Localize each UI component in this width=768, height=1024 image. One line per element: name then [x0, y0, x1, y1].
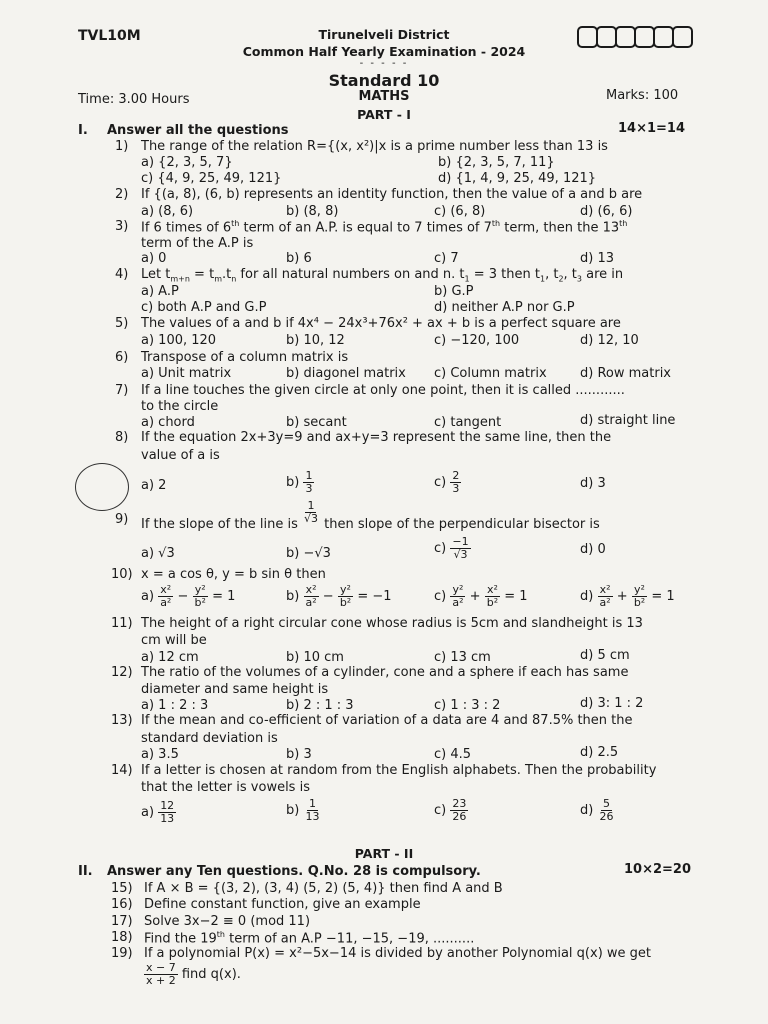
option-d [580, 584, 675, 609]
option-a: a) A.P [141, 284, 179, 299]
question-number: 4) [115, 267, 129, 282]
text-fragment: term, then the 13 [500, 220, 620, 236]
fraction [302, 500, 320, 525]
option-d: d) 13 [580, 251, 614, 266]
operator: − [322, 589, 334, 604]
option-letter: c) [434, 475, 447, 490]
option-b: b) secant [286, 415, 347, 430]
question-number: 8) [115, 430, 129, 445]
question-number: 3) [115, 219, 129, 234]
numerator: x − 7 [146, 961, 176, 974]
question-number: 17) [111, 914, 133, 929]
denominator: a² [160, 596, 172, 609]
option-a: a) Unit matrix [141, 366, 232, 381]
option-c: c) 4.5 [434, 747, 472, 762]
fraction [450, 584, 465, 609]
option-b: b) 2 : 1 : 3 [286, 698, 354, 713]
question-text [141, 499, 600, 532]
denominator: 3 [305, 482, 313, 495]
option-b [286, 584, 392, 609]
fraction [597, 584, 612, 609]
numerator: 5 [602, 797, 610, 810]
question-text: If a line touches the given circle at only one point, then it is called ............ [141, 383, 625, 398]
divider-dashes: - - - - - [359, 58, 409, 69]
option-letter: b) [286, 803, 300, 818]
question-text-line2: that the letter is vowels is [141, 780, 310, 795]
question-text: If the equation 2x+3y=9 and ax+y=3 represent the same line, then the [141, 430, 612, 445]
superscript: th [491, 219, 501, 228]
text-fragment: find q(x). [181, 967, 241, 982]
numerator: 23 [452, 797, 467, 810]
option-letter: a) [141, 805, 155, 820]
numerator: 12 [160, 799, 175, 812]
denominator: b² [194, 596, 206, 609]
question-number: 11) [111, 616, 133, 631]
option-d: d) {1, 4, 9, 25, 49, 121} [438, 171, 597, 186]
option-letter: a) [141, 589, 155, 604]
fraction [158, 584, 173, 609]
equals: = 1 [212, 589, 236, 604]
register-number-boxes [577, 26, 691, 48]
question-text [141, 219, 627, 235]
text-fragment: then slope of the perpendicular bisector is [324, 517, 600, 532]
option-d: d) neither A.P nor G.P [434, 300, 575, 315]
denominator: x + 2 [146, 974, 176, 987]
denominator: a² [305, 596, 317, 609]
fraction [193, 584, 208, 609]
denominator: b² [486, 596, 499, 609]
option-c: c) {4, 9, 25, 49, 121} [141, 171, 282, 186]
question-text: Solve 3x−2 ≡ 0 (mod 11) [144, 914, 311, 929]
part-two-title: PART - II [354, 846, 414, 861]
fraction [338, 584, 353, 609]
option-b: b) 3 [286, 747, 312, 762]
denominator: √3 [453, 548, 468, 561]
subscript: m [214, 274, 222, 284]
denominator: 13 [305, 810, 320, 823]
question-text: If a polynomial P(x) = x²−5x−14 is divided by another Polynomial q(x) we get [144, 946, 652, 961]
question-text [144, 930, 474, 946]
question-number: 16) [111, 897, 133, 912]
text-fragment: If the slope of the line is [141, 517, 298, 532]
question-text: If A × B = {(3, 2), (3, 4) (5, 2) (5, 4)} then find A and B [144, 881, 503, 896]
option-letter: d) [580, 589, 594, 604]
option-c: c) tangent [434, 415, 502, 430]
register-box [577, 26, 598, 48]
fraction [158, 800, 176, 825]
question-number: 14) [111, 763, 133, 778]
marks-label: Marks: 100 [606, 88, 679, 103]
text-fragment: .t [221, 267, 232, 282]
question-text: The ratio of the volumes of a cylinder, cone and a sphere if each has same [141, 665, 629, 680]
option-d: d) (6, 6) [580, 204, 633, 219]
option-d: d) 3: 1 : 2 [580, 696, 644, 711]
superscript: th [231, 219, 240, 228]
option-c [434, 470, 461, 495]
equals: = 1 [651, 589, 675, 604]
fraction [450, 470, 461, 495]
option-a: a) 2 [141, 478, 167, 493]
section-number: II. [78, 864, 93, 879]
option-c [434, 584, 528, 609]
time-label: Time: 3.00 Hours [78, 92, 190, 107]
option-b [286, 470, 314, 495]
option-b: b) G.P [434, 284, 474, 299]
register-box [672, 26, 693, 48]
operator: + [469, 589, 481, 604]
option-a: a) 12 cm [141, 650, 199, 665]
option-a: a) 0 [141, 251, 167, 266]
section-heading: Answer all the questions [107, 123, 289, 138]
denominator: 13 [160, 812, 175, 825]
option-b: b) 6 [286, 251, 312, 266]
option-a: a) (8, 6) [141, 204, 194, 219]
question-text-line2: cm will be [141, 633, 207, 648]
text-fragment: for all natural numbers on and n. t [236, 267, 465, 282]
question-text: Define constant function, give an example [144, 897, 421, 912]
text-fragment: term of an A.P. is equal to 7 times of 7 [239, 220, 492, 236]
denominator: a² [599, 596, 611, 609]
numerator: y² [194, 583, 206, 596]
subject-title: MATHS [358, 89, 410, 104]
question-text: The height of a right circular cone whose radius is 5cm and slandheight is 13 [141, 616, 643, 631]
question-text: If the mean and co-efficient of variation of a data are 4 and 87.5% then the [141, 713, 633, 728]
text-fragment: Find the 19 [144, 931, 217, 947]
subscript: 1 [539, 274, 546, 284]
denominator: 26 [599, 810, 614, 823]
fraction [303, 798, 321, 823]
text-fragment: Let t [141, 267, 171, 282]
text-fragment: , t [563, 267, 577, 282]
exam-name: Common Half Yearly Examination - 2024 [242, 44, 526, 59]
register-box [634, 26, 655, 48]
option-a: a) 100, 120 [141, 333, 217, 348]
option-b [286, 798, 321, 823]
option-letter: c) [434, 803, 447, 818]
numerator: −1 [452, 535, 469, 548]
question-number: 7) [115, 383, 129, 398]
option-letter: b) [286, 475, 300, 490]
question-number: 19) [111, 946, 133, 961]
numerator: x² [486, 583, 498, 596]
text-fragment: , t [545, 267, 559, 282]
option-c: c) both A.P and G.P [141, 300, 267, 315]
option-c: c) 13 cm [434, 650, 491, 665]
option-d: d) 3 [580, 476, 606, 491]
option-a [141, 584, 235, 609]
text-fragment: are in [582, 267, 624, 282]
subscript: n [231, 274, 237, 284]
option-d [580, 798, 615, 823]
option-b: b) {2, 3, 5, 7, 11} [438, 155, 555, 170]
question-number: 5) [115, 316, 129, 331]
fraction [144, 962, 178, 987]
text-fragment: = t [189, 267, 215, 282]
question-number: 18) [111, 930, 133, 945]
option-c: c) Column matrix [434, 366, 547, 381]
numerator: y² [634, 583, 645, 596]
text-fragment: term of an A.P −11, −15, −19, .......... [225, 931, 475, 947]
exam-code: TVL10M [78, 28, 141, 44]
option-b: b) 10 cm [286, 650, 344, 665]
register-box [615, 26, 636, 48]
option-a: a) √3 [141, 546, 175, 561]
operator: − [177, 589, 189, 604]
section-marks: 10×2=20 [624, 862, 692, 877]
fraction [632, 584, 647, 609]
option-d: d) Row matrix [580, 366, 671, 381]
question-text: The range of the relation R={(x, x²)|x is a prime number less than 13 is [141, 139, 608, 154]
numerator: x² [305, 583, 317, 596]
denominator: 26 [452, 810, 467, 823]
question-text-line2: diameter and same height is [141, 682, 329, 697]
numerator: 1 [305, 469, 313, 482]
part-one-title: PART - I [357, 107, 411, 122]
equals: = −1 [357, 589, 392, 604]
option-b: b) diagonel matrix [286, 366, 406, 381]
question-text: If {(a, 8), (6, b) represents an identity function, then the value of a and b are [141, 187, 643, 202]
question-text: x = a cos θ, y = b sin θ then [141, 567, 326, 582]
option-letter: c) [434, 589, 447, 604]
question-number: 15) [111, 881, 133, 896]
option-d: d) 0 [580, 542, 606, 557]
denominator: a² [452, 596, 464, 609]
option-d: d) 5 cm [580, 648, 630, 663]
numerator: y² [340, 583, 351, 596]
option-c: c) (6, 8) [434, 204, 486, 219]
equals: = 1 [504, 589, 528, 604]
question-text-line2: standard deviation is [141, 731, 278, 746]
option-c: c) −120, 100 [434, 333, 520, 348]
option-letter: d) [580, 803, 594, 818]
option-a: a) chord [141, 415, 195, 430]
numerator: 1 [307, 499, 315, 512]
option-a: a) 1 : 2 : 3 [141, 698, 209, 713]
denominator: b² [633, 596, 646, 609]
option-c [434, 798, 468, 823]
handwritten-circle-mark [75, 463, 129, 511]
denominator: √3 [303, 512, 318, 525]
numerator: x² [160, 583, 172, 596]
question-number: 13) [111, 713, 133, 728]
question-text-line2: term of the A.P is [141, 236, 254, 251]
denominator: 3 [452, 482, 460, 495]
option-c: c) 7 [434, 251, 459, 266]
question-number: 6) [115, 350, 129, 365]
question-text [141, 267, 623, 284]
option-a: a) {2, 3, 5, 7} [141, 155, 233, 170]
subscript: m+n [170, 274, 190, 284]
question-text-line2: value of a is [141, 448, 220, 463]
subscript: 1 [464, 274, 470, 284]
fraction [303, 470, 314, 495]
denominator: b² [339, 596, 352, 609]
question-text: Transpose of a column matrix is [141, 350, 349, 365]
fraction [597, 798, 615, 823]
question-number: 12) [111, 665, 133, 680]
district-name: Tirunelveli District [318, 27, 450, 42]
option-b: b) (8, 8) [286, 204, 339, 219]
numerator: x² [599, 583, 611, 596]
option-b: b) −√3 [286, 546, 331, 561]
question-number: 9) [115, 512, 129, 527]
question-number: 2) [115, 187, 129, 202]
superscript: th [216, 930, 225, 939]
question-text: The values of a and b if 4x⁴ − 24x³+76x² + ax + b is a perfect square are [141, 316, 621, 331]
question-number: 10) [111, 567, 133, 582]
option-d: d) straight line [580, 413, 676, 428]
fraction [485, 584, 500, 609]
numerator: 1 [308, 797, 316, 810]
subscript: 3 [576, 274, 583, 284]
register-box [653, 26, 674, 48]
question-number: 1) [115, 139, 129, 154]
section-number: I. [78, 123, 88, 138]
fraction [303, 584, 318, 609]
standard-title: Standard 10 [328, 71, 440, 90]
option-letter: b) [286, 589, 300, 604]
option-d: d) 12, 10 [580, 333, 639, 348]
fraction [450, 536, 470, 561]
numerator: 2 [452, 469, 460, 482]
option-d: d) 2.5 [580, 745, 619, 760]
text-fragment: = 3 then t [469, 267, 540, 282]
option-a [141, 800, 176, 825]
superscript: th [619, 219, 628, 228]
subscript: 2 [558, 274, 564, 284]
numerator: y² [452, 583, 464, 596]
option-c [434, 536, 471, 561]
fraction [450, 798, 468, 823]
question-text-line2: to the circle [141, 399, 219, 414]
option-c: c) 1 : 3 : 2 [434, 698, 501, 713]
text-fragment: If 6 times of 6 [141, 220, 232, 236]
section-heading: Answer any Ten questions. Q.No. 28 is compulsory. [107, 864, 481, 879]
question-text: If a letter is chosen at random from the English alphabets. Then the probability [141, 763, 657, 778]
register-box [596, 26, 617, 48]
option-b: b) 10, 12 [286, 333, 345, 348]
section-marks: 14×1=14 [618, 121, 686, 136]
option-a: a) 3.5 [141, 747, 179, 762]
option-letter: c) [434, 541, 447, 556]
operator: + [616, 589, 628, 604]
question-text-line2 [144, 962, 241, 987]
